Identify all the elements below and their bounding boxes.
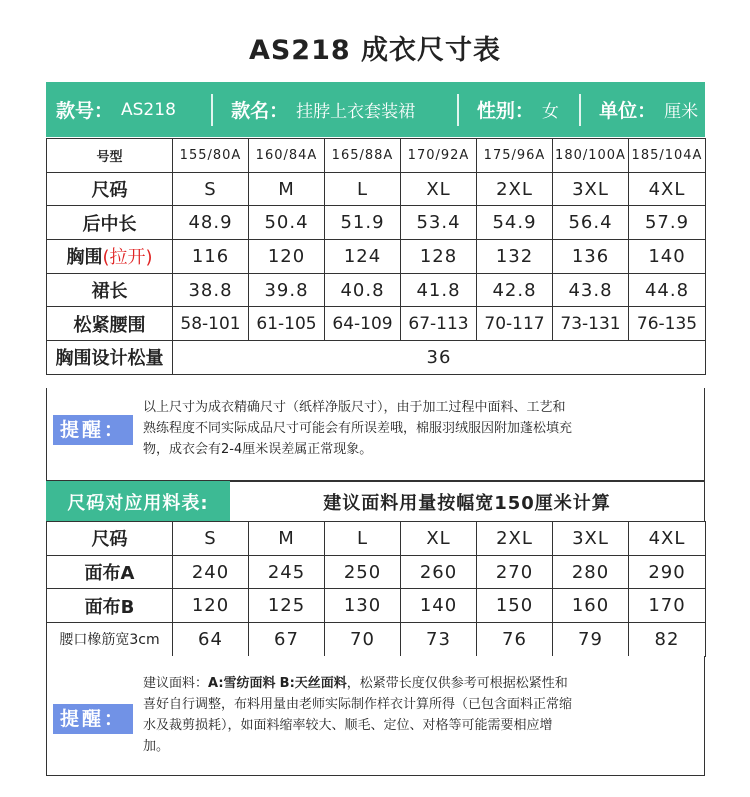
table-cell: 82 bbox=[629, 623, 706, 657]
page-title: AS218 成衣尺寸表 bbox=[248, 35, 502, 66]
table-row bbox=[47, 307, 706, 341]
table-cell: 50.4 bbox=[249, 206, 325, 240]
reminder-text bbox=[143, 397, 699, 460]
table-cell: L bbox=[325, 172, 401, 206]
table-cell: 160/84A bbox=[249, 139, 325, 173]
table-cell: 175/96A bbox=[477, 139, 553, 173]
table-cell: 155/80A bbox=[173, 139, 249, 173]
style-number-label: 款号： bbox=[56, 100, 114, 122]
table-row bbox=[47, 623, 706, 657]
table-cell: 53.4 bbox=[401, 206, 477, 240]
table-cell: 58-101 bbox=[173, 307, 249, 341]
table-cell: S bbox=[173, 172, 249, 206]
row-header bbox=[47, 172, 173, 206]
unit-value: 厘米 bbox=[664, 102, 699, 122]
style-name-label: 款名： bbox=[231, 100, 289, 122]
table-row bbox=[47, 341, 706, 375]
table-cell: 140 bbox=[401, 589, 477, 623]
table-cell: 57.9 bbox=[629, 206, 706, 240]
fabric-reminder-line: 加。 bbox=[143, 739, 170, 754]
style-name-value: 挂脖上衣套装裙 bbox=[296, 102, 416, 122]
fabric-reminder-line: 喜好自行调整，布料用量由老师实际制作样衣计算所得（已包含面料正常缩 bbox=[143, 697, 573, 712]
table-cell: 56.4 bbox=[553, 206, 629, 240]
gender-value: 女 bbox=[541, 102, 559, 122]
table-cell: 2XL bbox=[477, 172, 553, 206]
table-cell: 67 bbox=[249, 623, 325, 657]
fabric-reminder-line bbox=[143, 673, 699, 694]
table-cell: 240 bbox=[173, 555, 249, 589]
table-cell: 3XL bbox=[553, 172, 629, 206]
gender-label: 性别： bbox=[476, 100, 534, 122]
table-cell: 42.8 bbox=[477, 273, 553, 307]
row-header bbox=[47, 240, 173, 274]
table-cell: 290 bbox=[629, 555, 706, 589]
table-cell: 76 bbox=[477, 623, 553, 657]
fabric-b-note: B:天丝面料 bbox=[279, 676, 347, 691]
reminder-line: 物，成衣会有2-4厘米误差属正常现象。 bbox=[143, 442, 373, 457]
divider bbox=[457, 94, 459, 126]
row-header: 面布B bbox=[47, 589, 173, 623]
row-header: 胸围设计松量 bbox=[47, 341, 173, 375]
fabric-reminder-label: 提醒： bbox=[53, 704, 133, 734]
row-header-label: 松紧腰围 bbox=[73, 314, 146, 336]
divider bbox=[211, 94, 213, 126]
table-cell: XL bbox=[401, 522, 477, 556]
table-cell: 125 bbox=[249, 589, 325, 623]
row-header-label: 号型 bbox=[96, 149, 123, 165]
table-cell: 40.8 bbox=[325, 273, 401, 307]
table-cell: 79 bbox=[553, 623, 629, 657]
product-info-bar bbox=[46, 82, 705, 137]
table-cell: 150 bbox=[477, 589, 553, 623]
row-header bbox=[47, 307, 173, 341]
table-cell: 54.9 bbox=[477, 206, 553, 240]
table-cell: 120 bbox=[249, 240, 325, 274]
fabric-usage-table bbox=[46, 521, 706, 657]
row-header-label: 胸围 bbox=[66, 247, 103, 269]
fabric-usage-header bbox=[46, 481, 705, 521]
table-cell: 185/104A bbox=[629, 139, 706, 173]
row-header-label: 裙长 bbox=[91, 281, 128, 303]
table-cell: 70 bbox=[325, 623, 401, 657]
row-header: 腰口橡筋宽3cm bbox=[47, 623, 173, 657]
table-cell: 70-117 bbox=[477, 307, 553, 341]
table-cell: 48.9 bbox=[173, 206, 249, 240]
table-cell: 43.8 bbox=[553, 273, 629, 307]
table-row bbox=[47, 522, 706, 556]
table-cell: 124 bbox=[325, 240, 401, 274]
table-row bbox=[47, 172, 706, 206]
row-header bbox=[47, 273, 173, 307]
table-row bbox=[47, 240, 706, 274]
table-cell: 2XL bbox=[477, 522, 553, 556]
row-header bbox=[47, 206, 173, 240]
divider bbox=[579, 94, 581, 126]
table-row bbox=[47, 555, 706, 589]
table-cell: 140 bbox=[629, 240, 706, 274]
suggest-suffix: ，松紧带长度仅供参考可根据松紧性和 bbox=[346, 676, 568, 691]
fabric-a-note: A:雪纺面料 bbox=[208, 676, 276, 691]
table-cell: M bbox=[249, 522, 325, 556]
table-cell: 4XL bbox=[629, 172, 706, 206]
reminder-label: 提醒： bbox=[53, 415, 133, 445]
table-cell: 160 bbox=[553, 589, 629, 623]
reminder-box bbox=[46, 388, 705, 481]
table-cell: S bbox=[173, 522, 249, 556]
table-cell: 280 bbox=[553, 555, 629, 589]
gender bbox=[467, 82, 571, 137]
size-chart-table bbox=[46, 138, 706, 375]
table-cell: 38.8 bbox=[173, 273, 249, 307]
table-cell: 128 bbox=[401, 240, 477, 274]
ease-value: 36 bbox=[173, 341, 706, 375]
table-cell: 165/88A bbox=[325, 139, 401, 173]
fabric-reminder-line: 水及裁剪损耗），如面料缩率较大、顺毛、定位、对格等可能需要相应增 bbox=[143, 718, 553, 733]
fabric-usage-subtitle: 建议面料用量按幅宽150厘米计算 bbox=[323, 493, 611, 514]
table-cell: 4XL bbox=[629, 522, 706, 556]
table-cell: 136 bbox=[553, 240, 629, 274]
row-header-note: (拉开) bbox=[102, 247, 153, 269]
fabric-reminder-box bbox=[46, 656, 705, 776]
table-cell: 130 bbox=[325, 589, 401, 623]
table-cell: 116 bbox=[173, 240, 249, 274]
table-cell: 180/100A bbox=[553, 139, 629, 173]
table-cell: 39.8 bbox=[249, 273, 325, 307]
table-row bbox=[47, 139, 706, 173]
table-cell: 76-135 bbox=[629, 307, 706, 341]
table-cell: 260 bbox=[401, 555, 477, 589]
fabric-usage-label: 尺码对应用料表: bbox=[46, 481, 230, 522]
row-header: 面布A bbox=[47, 555, 173, 589]
suggest-label: 建议面料： bbox=[143, 676, 209, 691]
table-cell: 245 bbox=[249, 555, 325, 589]
table-cell: M bbox=[249, 172, 325, 206]
table-cell: 61-105 bbox=[249, 307, 325, 341]
table-cell: 250 bbox=[325, 555, 401, 589]
unit bbox=[589, 82, 705, 137]
table-cell: 73-131 bbox=[553, 307, 629, 341]
row-header: 尺码 bbox=[47, 522, 173, 556]
table-cell: XL bbox=[401, 172, 477, 206]
row-header bbox=[47, 139, 173, 173]
table-row bbox=[47, 589, 706, 623]
fabric-reminder-text bbox=[143, 673, 699, 757]
row-header-label: 尺码 bbox=[91, 180, 128, 202]
table-cell: 170 bbox=[629, 589, 706, 623]
table-cell: 73 bbox=[401, 623, 477, 657]
table-row bbox=[47, 273, 706, 307]
table-cell: 64 bbox=[173, 623, 249, 657]
table-cell: 64-109 bbox=[325, 307, 401, 341]
table-cell: 120 bbox=[173, 589, 249, 623]
style-number bbox=[46, 82, 203, 137]
style-number-value: AS218 bbox=[121, 99, 176, 120]
table-cell: 51.9 bbox=[325, 206, 401, 240]
style-name bbox=[221, 82, 449, 137]
table-cell: 44.8 bbox=[629, 273, 706, 307]
table-cell: 41.8 bbox=[401, 273, 477, 307]
unit-label: 单位： bbox=[599, 100, 657, 122]
row-header-label: 后中长 bbox=[82, 213, 137, 235]
table-cell: 67-113 bbox=[401, 307, 477, 341]
table-row bbox=[47, 206, 706, 240]
table-cell: 132 bbox=[477, 240, 553, 274]
table-cell: 270 bbox=[477, 555, 553, 589]
table-cell: 170/92A bbox=[401, 139, 477, 173]
table-cell: 3XL bbox=[553, 522, 629, 556]
reminder-line: 熟练程度不同实际成品尺寸可能会有所误差哦，棉服羽绒服因附加蓬松填充 bbox=[143, 421, 573, 436]
reminder-line: 以上尺寸为成衣精确尺寸（纸样净版尺寸），由于加工过程中面料、工艺和 bbox=[143, 400, 566, 415]
table-cell: L bbox=[325, 522, 401, 556]
